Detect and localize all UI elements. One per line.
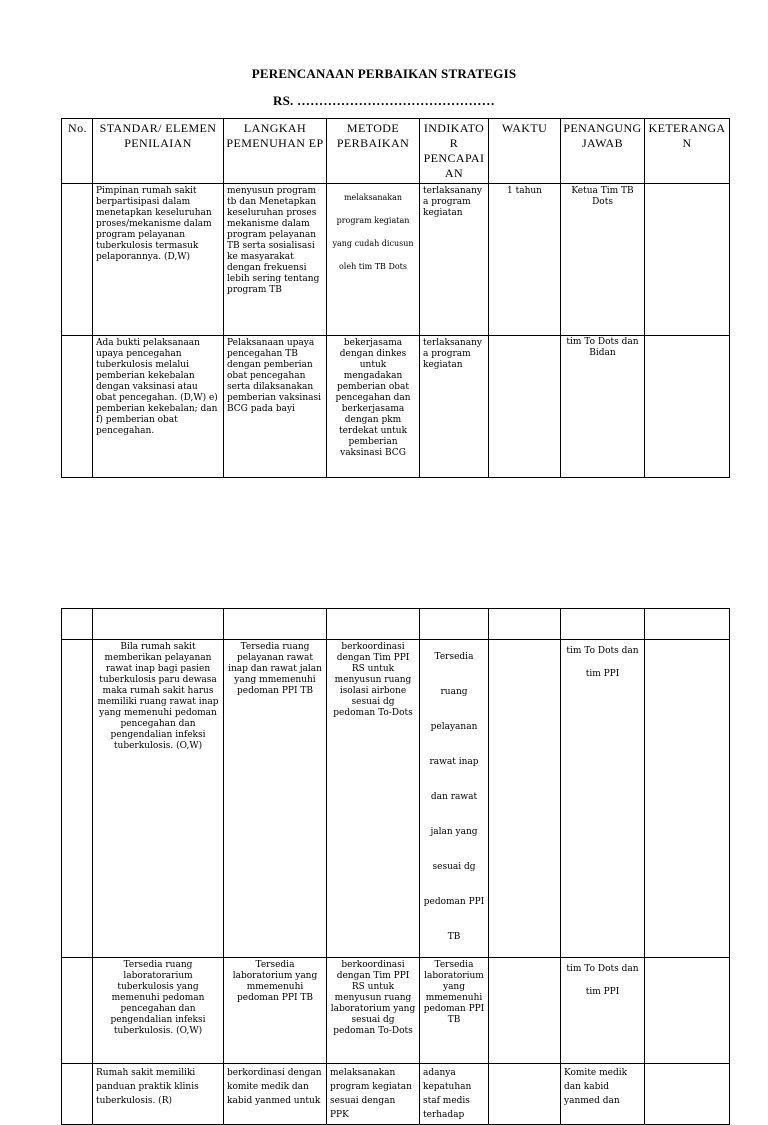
header-no: No. (62, 119, 93, 184)
cell-no (62, 336, 93, 478)
table-row (62, 184, 730, 336)
cell-keterangan (645, 640, 730, 958)
table-row (62, 336, 730, 478)
cell-metode: bekerjasama dengan dinkes untuk mengadakan pemberian obat pencegahan dan berkerjasama dengan pkm terdekat untuk pemberian vaksinasi BCG (327, 336, 420, 478)
cell-metode: berkoordinasi dengan Tim PPI RS untuk menyusun ruang isolasi airbone sesuai dg pedoman To-Dots (327, 640, 420, 958)
table-row (62, 958, 730, 1064)
header-metode: METODE PERBAIKAN (327, 119, 420, 184)
cell-no (62, 958, 93, 1064)
cell-metode: melaksanakan program kegiatan yang cudah dicusun oleh tim TB Dots (327, 184, 420, 336)
cell-langkah: berkordinasi dengan komite medik dan kabid yanmed untuk (224, 1064, 327, 1125)
cell-indikator: adanya kepatuhan staf medis terhadap (420, 1064, 489, 1125)
header-indikator: INDIKATOR PENCAPAIAN (420, 119, 489, 184)
cell-langkah: Tersedia ruang pelayanan rawat inap dan rawat jalan yang mmemenuhi pedoman PPI TB (224, 640, 327, 958)
table-row (62, 1064, 730, 1125)
header-standar: STANDAR/ ELEMEN PENILAIAN (93, 119, 224, 184)
strategic-plan-table-1 (61, 118, 730, 478)
cell-langkah: Tersedia laboratorium yang mmemenuhi pedoman PPI TB (224, 958, 327, 1064)
cell-waktu (489, 1064, 561, 1125)
cell-waktu (489, 958, 561, 1064)
cell-penanggung-jawab: tim To Dots dan tim PPI (561, 958, 645, 1064)
strategic-plan-table-2 (61, 608, 730, 1125)
header-penanggung-jawab: PENANGUNG JAWAB (561, 119, 645, 184)
cell-keterangan (645, 1064, 730, 1125)
cell-penanggung-jawab: tim To Dots dan Bidan (561, 336, 645, 478)
cell-waktu (489, 336, 561, 478)
cell-no (62, 640, 93, 958)
cell-indikator: Tersedia ruang pelayanan rawat inap dan rawat jalan yang sesuai dg pedoman PPI TB (420, 640, 489, 958)
cell-metode: melaksanakan program kegiatan sesuai dengan PPK (327, 1064, 420, 1125)
cell-keterangan (645, 184, 730, 336)
page-title: PERENCANAAN PERBAIKAN STRATEGIS (251, 66, 517, 81)
header-keterangan: KETERANGAN (645, 119, 730, 184)
cell-indikator: terlaksananya program kegiatan (420, 184, 489, 336)
cell-penanggung-jawab: Ketua Tim TB Dots (561, 184, 645, 336)
cell-penanggung-jawab: tim To Dots dan tim PPI (561, 640, 645, 958)
empty-header-row (62, 609, 730, 640)
cell-langkah: menyusun program tb dan Menetapkan keseluruhan proses mekanisme dalam program pelayanan TB serta sosialisasi ke masyarakat dengan frekuensi lebih sering tentang program TB (224, 184, 327, 336)
cell-indikator: Tersedia laboratorium yang mmemenuhi pedoman PPI TB (420, 958, 489, 1064)
cell-standar: Pimpinan rumah sakit berpartisipasi dalam menetapkan keseluruhan proses/mekanisme dalam program pelayanan tuberkulosis termasuk pelaporannya. (D,W) (93, 184, 224, 336)
cell-no (62, 1064, 93, 1125)
cell-standar: Ada bukti pelaksanaan upaya pencegahan tuberkulosis melalui pemberian kekebalan dengan vaksinasi atau obat pencegahan. (D,W) e) pemberian kekebalan; dan f) pemberian obat pencegahan. (93, 336, 224, 478)
header-row (62, 119, 730, 184)
cell-keterangan (645, 958, 730, 1064)
cell-penanggung-jawab: Komite medik dan kabid yanmed dan (561, 1064, 645, 1125)
cell-langkah: Pelaksanaan upaya pencegahan TB dengan pemberian obat pencegahan serta dilaksanakan pemberian vaksinasi BCG pada bayi (224, 336, 327, 478)
cell-standar: Rumah sakit memiliki panduan praktik klinis tuberkulosis. (R) (93, 1064, 224, 1125)
hospital-name-line: RS. ……………………………………… (273, 93, 495, 108)
cell-standar: Tersedia ruang laboratorarium tuberkulosis yang memenuhi pedoman pencegahan dan pengendalian infeksi tuberkulosis. (O,W) (93, 958, 224, 1064)
header-langkah: LANGKAH PEMENUHAN EP (224, 119, 327, 184)
cell-no (62, 184, 93, 336)
cell-metode: berkoordinasi dengan Tim PPI RS untuk menyusun ruang laboratorium yang sesuai dg pedoman To-Dots (327, 958, 420, 1064)
cell-waktu (489, 640, 561, 958)
header-waktu: WAKTU (489, 119, 561, 184)
cell-keterangan (645, 336, 730, 478)
cell-standar: Bila rumah sakit memberikan pelayanan rawat inap bagi pasien tuberkulosis paru dewasa maka rumah sakit harus memiliki ruang rawat inap yang memenuhi pedoman pencegahan dan pengendalian infeksi tuberkulosis. (O,W) (93, 640, 224, 958)
cell-waktu: 1 tahun (489, 184, 561, 336)
table-row (62, 640, 730, 958)
cell-indikator: terlaksananya program kegiatan (420, 336, 489, 478)
